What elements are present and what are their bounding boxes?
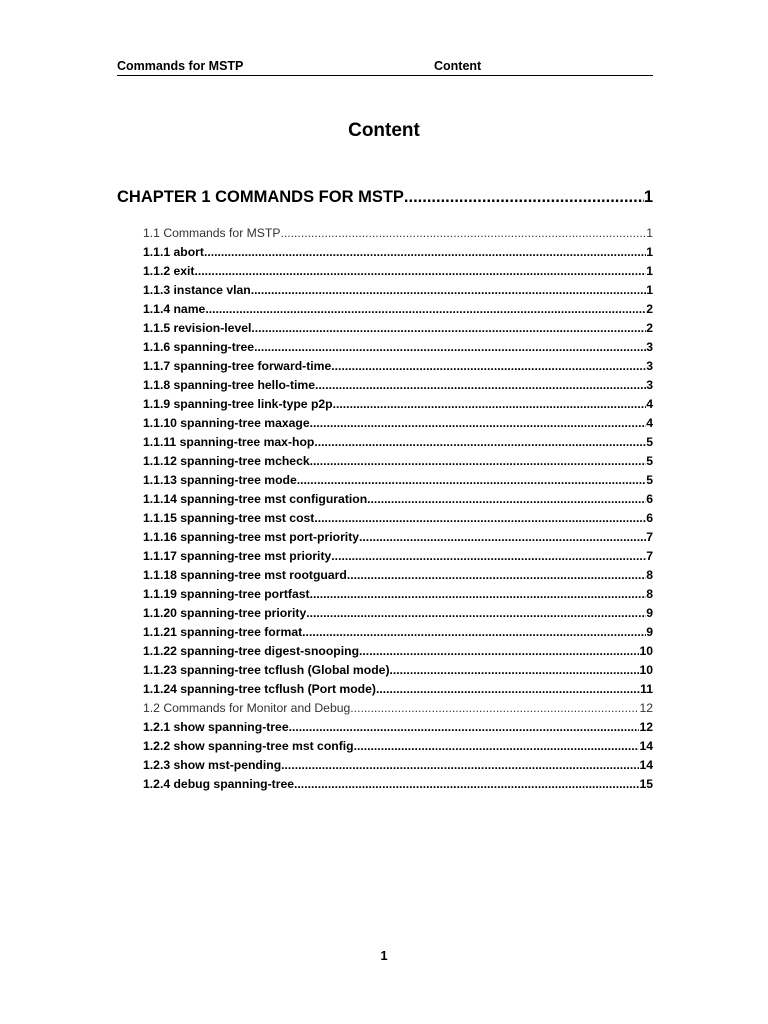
toc-entry-label: 1.1.4 name — [143, 302, 206, 316]
toc-entry-page-number: 6 — [646, 511, 653, 525]
dot-leader — [310, 416, 647, 431]
toc-entry-page-number: 5 — [646, 454, 653, 468]
toc-entry-page-number: 1 — [646, 283, 653, 297]
toc-entry[interactable] — [143, 735, 653, 754]
toc-entry-page-number: 1 — [646, 264, 653, 278]
toc-entry-label: 1.1.21 spanning-tree format — [143, 625, 303, 639]
toc-entry-label: 1.2.4 debug spanning-tree — [143, 777, 295, 791]
dot-leader — [251, 321, 646, 336]
dot-leader — [350, 701, 639, 716]
toc-entry-label: 1.1.16 spanning-tree mst port-priority — [143, 530, 360, 544]
dot-leader — [331, 359, 646, 374]
page-number: 1 — [380, 948, 388, 963]
toc-entry-page-number: 1 — [646, 245, 653, 259]
toc-entry[interactable] — [143, 241, 653, 260]
toc-entry-label: 1.1.12 spanning-tree mcheck — [143, 454, 310, 468]
dot-leader — [294, 777, 639, 792]
toc-entry-page-number: 9 — [646, 606, 653, 620]
toc-entry-label: 1.1.6 spanning-tree — [143, 340, 255, 354]
toc-entry-page-number: 12 — [639, 701, 653, 715]
toc-entry[interactable] — [143, 393, 653, 412]
toc-entry[interactable] — [143, 431, 653, 450]
toc-entry[interactable] — [143, 659, 653, 678]
toc-entry[interactable] — [143, 469, 653, 488]
toc-entry-label: 1.1.10 spanning-tree maxage — [143, 416, 310, 430]
toc-entry-page-number: 1 — [646, 226, 653, 240]
toc-entry-page-number: 7 — [646, 530, 653, 544]
toc-entry-label: 1.1.15 spanning-tree mst cost — [143, 511, 315, 525]
dot-leader — [251, 283, 647, 298]
toc-entry[interactable] — [143, 621, 653, 640]
toc-entry-page-number: 6 — [646, 492, 653, 506]
toc-entry-page-number: 4 — [646, 416, 653, 430]
running-header — [117, 58, 653, 76]
toc-entry[interactable] — [143, 507, 653, 526]
toc-entry[interactable] — [143, 336, 653, 355]
dot-leader — [333, 397, 647, 412]
dot-leader — [204, 245, 646, 260]
toc-entry-label: 1.1.20 spanning-tree priority — [143, 606, 307, 620]
toc-entry-label: 1.2.1 show spanning-tree — [143, 720, 289, 734]
toc-entry-label: 1.1 Commands for MSTP — [143, 226, 281, 240]
toc-entry-page-number: 15 — [639, 777, 653, 791]
dot-leader — [331, 549, 646, 564]
toc-entry-page-number: 14 — [639, 758, 653, 772]
dot-leader — [376, 682, 640, 697]
toc-entry-label: 1.1.7 spanning-tree forward-time — [143, 359, 332, 373]
toc-chapter-entry[interactable] — [117, 185, 653, 207]
dot-leader — [314, 511, 646, 526]
toc-entry-label: 1.1.14 spanning-tree mst configuration — [143, 492, 368, 506]
dot-leader — [205, 302, 646, 317]
dot-leader — [310, 587, 647, 602]
toc-entry-page-number: 11 — [640, 682, 653, 696]
toc-entry-label: 1.1.13 spanning-tree mode — [143, 473, 297, 487]
dot-leader — [281, 758, 639, 773]
toc-entry-label: 1.1.5 revision-level — [143, 321, 252, 335]
toc-entry[interactable] — [143, 450, 653, 469]
chapter-page-number: 1 — [643, 188, 653, 206]
toc-entry[interactable] — [143, 716, 653, 735]
toc-entry[interactable] — [143, 279, 653, 298]
toc-entry-page-number: 7 — [646, 549, 653, 563]
dot-leader — [359, 530, 646, 545]
dot-leader — [310, 454, 647, 469]
dot-leader — [367, 492, 646, 507]
dot-leader — [314, 435, 646, 450]
dot-leader — [297, 473, 646, 488]
dot-leader — [195, 264, 647, 279]
toc-entry-page-number: 5 — [646, 435, 653, 449]
toc-entry-page-number: 9 — [646, 625, 653, 639]
toc-entry[interactable] — [143, 412, 653, 431]
toc-entry-page-number: 3 — [646, 340, 653, 354]
toc-entry-page-number: 8 — [646, 587, 653, 601]
toc-entry[interactable] — [143, 602, 653, 621]
toc-entry-label: 1.1.23 spanning-tree tcflush (Global mode) — [143, 663, 390, 677]
toc-entry-page-number: 3 — [646, 359, 653, 373]
toc-entry-page-number: 3 — [646, 378, 653, 392]
toc-entry-page-number: 4 — [646, 397, 653, 411]
toc-entry-label: 1.2.2 show spanning-tree mst config — [143, 739, 354, 753]
toc-entry[interactable] — [143, 754, 653, 773]
table-of-contents — [143, 222, 653, 792]
toc-entry-page-number: 10 — [639, 663, 653, 677]
toc-section-entry[interactable] — [143, 697, 653, 716]
toc-entry-page-number: 2 — [646, 302, 653, 316]
toc-entry-page-number: 2 — [646, 321, 653, 335]
toc-entry[interactable] — [143, 526, 653, 545]
toc-entry-label: 1.1.24 spanning-tree tcflush (Port mode) — [143, 682, 376, 696]
toc-entry[interactable] — [143, 545, 653, 564]
toc-entry-label: 1.1.19 spanning-tree portfast — [143, 587, 310, 601]
dot-leader — [359, 644, 639, 659]
toc-entry[interactable] — [143, 640, 653, 659]
dot-leader — [404, 188, 644, 207]
toc-entry[interactable] — [143, 583, 653, 602]
toc-entry-label: 1.2 Commands for Monitor and Debug — [143, 701, 351, 715]
toc-entry-page-number: 14 — [639, 739, 653, 753]
toc-entry-label: 1.1.2 exit — [143, 264, 195, 278]
toc-entry[interactable] — [143, 488, 653, 507]
toc-entry[interactable] — [143, 317, 653, 336]
toc-entry-label: 1.1.11 spanning-tree max-hop — [143, 435, 315, 449]
toc-entry-page-number: 8 — [646, 568, 653, 582]
toc-entry-page-number: 10 — [639, 644, 653, 658]
toc-entry[interactable] — [143, 355, 653, 374]
dot-leader — [302, 625, 646, 640]
toc-entry[interactable] — [143, 678, 653, 697]
toc-entry[interactable] — [143, 260, 653, 279]
toc-entry[interactable] — [143, 564, 653, 583]
toc-entry-label: 1.1.9 spanning-tree link-type p2p — [143, 397, 333, 411]
toc-entry-page-number: 12 — [639, 720, 653, 734]
toc-entry[interactable] — [143, 374, 653, 393]
toc-entry[interactable] — [143, 298, 653, 317]
toc-entry-label: 1.2.3 show mst-pending — [143, 758, 282, 772]
toc-entry-label: 1.1.17 spanning-tree mst priority — [143, 549, 332, 563]
toc-entry-label: 1.1.1 abort — [143, 245, 204, 259]
chapter-label: CHAPTER 1 COMMANDS FOR MSTP — [117, 188, 404, 206]
toc-entry-page-number: 5 — [646, 473, 653, 487]
dot-leader — [306, 606, 646, 621]
toc-entry-label: 1.1.22 spanning-tree digest-snooping — [143, 644, 360, 658]
toc-entry[interactable] — [143, 773, 653, 792]
toc-entry-label: 1.1.3 instance vlan — [143, 283, 251, 297]
dot-leader — [354, 739, 640, 754]
dot-leader — [289, 720, 640, 735]
dot-leader — [315, 378, 646, 393]
toc-section-entry[interactable] — [143, 222, 653, 241]
header-doc-title: Commands for MSTP — [117, 59, 244, 73]
header-section-title: Content — [434, 59, 482, 73]
dot-leader — [390, 663, 640, 678]
toc-entry-label: 1.1.8 spanning-tree hello-time — [143, 378, 316, 392]
page-title: Content — [348, 120, 420, 141]
toc-entry-label: 1.1.18 spanning-tree mst rootguard — [143, 568, 347, 582]
dot-leader — [254, 340, 646, 355]
dot-leader — [281, 226, 647, 241]
dot-leader — [347, 568, 646, 583]
